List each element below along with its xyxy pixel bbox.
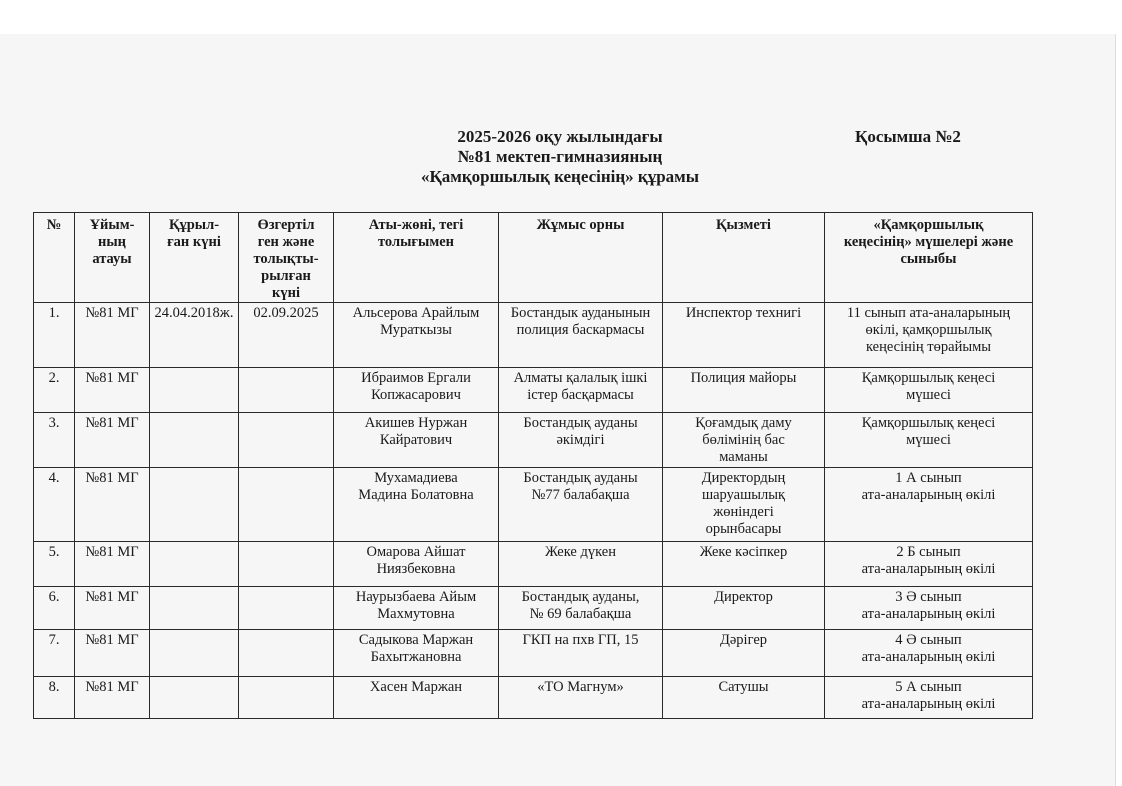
position-cell [663,587,825,630]
changed-date-cell [239,468,334,542]
established-date-cell [150,630,239,677]
workplace-cell [499,368,663,413]
organization-cell [75,468,150,542]
table-row [34,368,1033,413]
organization-text: №81 МГ [85,415,139,431]
council-role-cell [825,468,1033,542]
document-heading [380,127,740,187]
header-text-line: Құрыл- [168,217,220,233]
changed-date-cell [239,413,334,468]
organization-text: №81 МГ [85,470,139,486]
established-date-cell [150,303,239,368]
workplace-text: Жеке дүкен [545,544,616,560]
full-name-cell [334,542,499,587]
council-members-table [33,212,1033,719]
workplace-text: Алматы қалалық ішкі [513,370,648,386]
table-row [34,542,1033,587]
row-number-cell [34,468,75,542]
full-name-text: Ниязбековна [376,561,456,577]
header-text-line: ген және [257,234,315,250]
council-role-text: 2 Б сынып [896,544,961,560]
header-text-line: Өзгертіл [257,217,315,233]
council-role-text: мүшесі [906,432,951,448]
table-row [34,587,1033,630]
full-name-cell [334,587,499,630]
organization-text: №81 МГ [85,544,139,560]
header-established-date [150,213,239,303]
header-text-line: «Қамқоршылық [873,217,984,233]
full-name-text: Хасен Маржан [369,679,463,695]
position-text: бөлімінің бас [702,432,785,448]
row-number-text: 7. [48,632,60,648]
position-text: орынбасары [705,521,782,537]
header-text-line: кеңесінің» мүшелері және [843,234,1014,250]
row-number-cell [34,630,75,677]
table-row [34,677,1033,719]
header-workplace [499,213,663,303]
header-organization [75,213,150,303]
row-number-text: 4. [48,470,60,486]
full-name-text: Бахытжановна [370,649,462,665]
established-date-cell [150,587,239,630]
position-text: Дәрігер [719,632,768,648]
organization-text: №81 МГ [85,679,139,695]
council-role-cell [825,413,1033,468]
workplace-text: «ТО Магнум» [537,679,624,695]
header-council-role [825,213,1033,303]
council-role-cell [825,542,1033,587]
full-name-text: Ибраимов Ергали [361,370,471,386]
header-text-line: № [46,217,62,233]
council-role-cell [825,368,1033,413]
header-text-line: атауы [92,251,132,267]
header-number [34,213,75,303]
workplace-text: істер басқармасы [527,387,634,403]
table-row [34,303,1033,368]
header-text-line: Қызметі [716,217,771,233]
full-name-text: Мадина Болатовна [358,487,474,503]
row-number-cell [34,368,75,413]
full-name-text: Копжасарович [371,387,461,403]
workplace-text: Бостандык ауданынын [510,305,651,321]
header-text-line: күні [272,285,300,301]
organization-cell [75,368,150,413]
organization-cell [75,677,150,719]
workplace-text: әкімдігі [556,432,605,448]
position-text: Директор [714,589,773,605]
council-role-text: ата-аналарының өкілі [861,649,996,665]
changed-date-text: 02.09.2025 [253,305,319,321]
established-date-cell [150,413,239,468]
organization-text: №81 МГ [85,632,139,648]
organization-cell [75,542,150,587]
position-text: Қоғамдық даму [695,415,792,431]
position-text: Сатушы [718,679,769,695]
organization-text: №81 МГ [85,305,139,321]
council-role-text: ата-аналарының өкілі [861,606,996,622]
changed-date-cell [239,677,334,719]
header-text-line: ған күні [167,234,221,250]
full-name-cell [334,630,499,677]
council-role-text: Қамқоршылық кеңесі [861,370,996,386]
full-name-cell [334,368,499,413]
header-text-line: сыныбы [900,251,957,267]
workplace-text: полиция баскармасы [516,322,645,338]
changed-date-cell [239,542,334,587]
full-name-text: Наурызбаева Айым [355,589,477,605]
header-position [663,213,825,303]
full-name-text: Акишев Нуржан [364,415,468,431]
changed-date-cell [239,587,334,630]
council-role-text: Қамқоршылық кеңесі [861,415,996,431]
council-role-cell [825,630,1033,677]
workplace-cell [499,630,663,677]
full-name-text: Махмутовна [377,606,455,622]
header-text-line: толығымен [377,234,455,250]
position-cell [663,303,825,368]
workplace-cell [499,303,663,368]
council-role-text: ата-аналарының өкілі [861,561,996,577]
workplace-text: ГКП на пхв ГП, 15 [522,632,639,648]
established-date-cell [150,468,239,542]
established-date-text: 24.04.2018ж. [154,305,234,321]
position-text: маманы [719,449,768,465]
workplace-cell [499,677,663,719]
council-role-cell [825,303,1033,368]
row-number-text: 6. [48,589,60,605]
council-role-text: өкілі, қамқоршылық [865,322,992,338]
full-name-text: Мухамадиева [374,470,458,486]
position-cell [663,542,825,587]
council-role-text: ата-аналарының өкілі [861,696,996,712]
full-name-text: Мураткызы [380,322,452,338]
council-role-cell [825,677,1033,719]
row-number-text: 8. [48,679,60,695]
workplace-cell [499,587,663,630]
row-number-cell [34,587,75,630]
changed-date-cell [239,630,334,677]
header-text-line: рылған [261,268,311,284]
row-number-cell [34,677,75,719]
position-text: Полиция майоры [690,370,797,386]
table-row [34,630,1033,677]
workplace-text: Бостандық ауданы [523,415,638,431]
council-role-text: 3 Ә сынып [895,589,962,605]
full-name-text: Омарова Айшат [366,544,466,560]
header-text-line: толықты- [253,251,319,267]
row-number-text: 2. [48,370,60,386]
full-name-cell [334,303,499,368]
workplace-text: Бостандық ауданы, [521,589,640,605]
header-text-line: ның [97,234,127,250]
council-role-text: кеңесінің төрайымы [865,339,991,355]
row-number-text: 3. [48,415,60,431]
workplace-cell [499,542,663,587]
workplace-cell [499,413,663,468]
full-name-text: Садыкова Маржан [358,632,474,648]
row-number-cell [34,413,75,468]
position-text: Жеке кәсіпкер [699,544,788,560]
position-cell [663,630,825,677]
council-role-text: 5 А сынып [895,679,962,695]
full-name-cell [334,677,499,719]
council-role-text: 1 А сынып [895,470,962,486]
position-text: Инспектор технигі [685,305,802,321]
workplace-text: Бостандық ауданы [523,470,638,486]
position-text: шаруашылық [701,487,786,503]
changed-date-cell [239,303,334,368]
organization-cell [75,413,150,468]
position-cell [663,368,825,413]
organization-cell [75,587,150,630]
council-role-text: мүшесі [906,387,951,403]
changed-date-cell [239,368,334,413]
row-number-cell [34,542,75,587]
heading-line-school: №81 мектеп-гимназияның [457,147,663,166]
position-cell [663,468,825,542]
full-name-text: Альсерова Арайлым [352,305,480,321]
organization-cell [75,630,150,677]
full-name-cell [334,468,499,542]
council-role-cell [825,587,1033,630]
header-text-line: Аты-жөні, тегі [368,217,464,233]
position-cell [663,413,825,468]
council-role-text: 11 сынып ата-аналарының [846,305,1011,321]
full-name-cell [334,413,499,468]
established-date-cell [150,368,239,413]
council-role-text: ата-аналарының өкілі [861,487,996,503]
annex-label: Қосымша №2 [855,127,961,146]
full-name-text: Кайратович [379,432,453,448]
established-date-cell [150,542,239,587]
workplace-text: № 69 балабақша [529,606,632,622]
row-number-text: 1. [48,305,60,321]
council-role-text: 4 Ә сынып [895,632,962,648]
header-text-line: Ұйым- [89,217,135,233]
heading-line-council: «Қамқоршылық кеңесінің» құрамы [420,167,700,186]
organization-cell [75,303,150,368]
header-changed-date [239,213,334,303]
position-cell [663,677,825,719]
workplace-cell [499,468,663,542]
heading-line-academic-year: 2025-2026 оқу жылындағы [457,127,663,146]
header-full-name [334,213,499,303]
table-row [34,413,1033,468]
row-number-cell [34,303,75,368]
header-text-line: Жұмыс орны [536,217,625,233]
position-text: жөніндегі [713,504,774,520]
row-number-text: 5. [48,544,60,560]
organization-text: №81 МГ [85,589,139,605]
established-date-cell [150,677,239,719]
workplace-text: №77 балабақша [531,487,630,503]
position-text: Директордың [701,470,786,486]
table-header-row [34,213,1033,303]
table-row [34,468,1033,542]
organization-text: №81 МГ [85,370,139,386]
